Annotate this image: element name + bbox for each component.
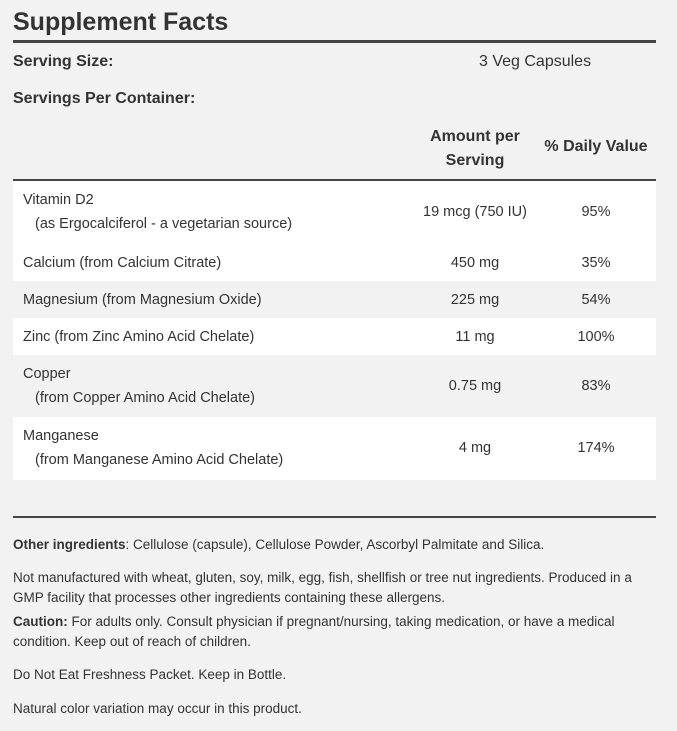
caution-label: Caution: <box>13 614 68 629</box>
nutrient-daily-value: 54% <box>581 292 611 308</box>
table-row <box>13 318 656 355</box>
freshness-note: Do Not Eat Freshness Packet. Keep in Bottle. <box>13 667 287 682</box>
nutrient-name <box>23 362 255 410</box>
nutrient-table <box>13 181 656 480</box>
nutrient-daily-value: 35% <box>581 255 611 271</box>
nutrient-amount: 450 mg <box>450 255 500 271</box>
nutrient-name-sub: (from Manganese Amino Acid Chelate) <box>35 452 284 468</box>
nutrient-daily-value: 174% <box>577 440 615 456</box>
nutrient-name: Magnesium (from Magnesium Oxide) <box>23 292 262 308</box>
nutrient-name-main: Copper <box>23 366 71 382</box>
color-variation-note: Natural color variation may occur in this product. <box>13 701 302 716</box>
nutrient-name: Calcium (from Calcium Citrate) <box>23 255 222 271</box>
panel-title: Supplement Facts <box>13 8 229 36</box>
amount-header-line2: Serving <box>445 152 505 169</box>
table-row <box>13 417 656 480</box>
nutrient-daily-value: 83% <box>581 378 611 394</box>
nutrient-name-main: Manganese <box>23 428 99 444</box>
table-row <box>13 281 656 318</box>
table-row <box>13 355 656 417</box>
nutrient-name-main: Vitamin D2 <box>23 192 94 208</box>
amount-header-line1: Amount per <box>430 128 520 145</box>
daily-value-header: % Daily Value <box>544 138 648 155</box>
nutrient-name-sub: (from Copper Amino Acid Chelate) <box>35 390 256 406</box>
serving-size-value: 3 Veg Capsules <box>479 53 592 70</box>
other-ingredients-label: Other ingredients <box>13 537 126 552</box>
serving-size-label: Serving Size: <box>13 53 114 70</box>
other-ingredients-note <box>13 535 653 555</box>
nutrient-name <box>23 188 292 236</box>
nutrient-name: Zinc (from Zinc Amino Acid Chelate) <box>23 329 255 345</box>
servings-per-container-label: Servings Per Container: <box>13 90 196 107</box>
nutrient-amount: 19 mcg (750 IU) <box>423 204 527 220</box>
caution-note <box>13 612 653 652</box>
nutrient-name-sub: (as Ergocalciferol - a vegetarian source) <box>35 216 293 232</box>
nutrient-amount: 225 mg <box>450 292 500 308</box>
allergen-note: Not manufactured with wheat, gluten, soy, milk, egg, fish, shellfish or tree nut ingredients. Produced in a GMP facility that processes other ingredients containing these allergens. <box>13 570 632 605</box>
caution-text: For adults only. Consult physician if pregnant/nursing, taking medication, or have a medical condition. Keep out of reach of children. <box>13 614 615 649</box>
amount-per-serving-header <box>410 125 540 173</box>
nutrient-daily-value: 100% <box>577 329 615 345</box>
nutrient-name <box>23 424 283 472</box>
nutrient-amount: 0.75 mg <box>448 378 502 394</box>
nutrient-daily-value: 95% <box>581 204 611 220</box>
bottom-divider <box>13 516 656 518</box>
top-divider <box>13 40 656 43</box>
nutrient-amount: 11 mg <box>455 329 495 345</box>
table-row <box>13 181 656 244</box>
table-row <box>13 244 656 281</box>
nutrient-amount: 4 mg <box>458 440 492 456</box>
other-ingredients-text: : Cellulose (capsule), Cellulose Powder, Ascorbyl Palmitate and Silica. <box>125 537 545 552</box>
